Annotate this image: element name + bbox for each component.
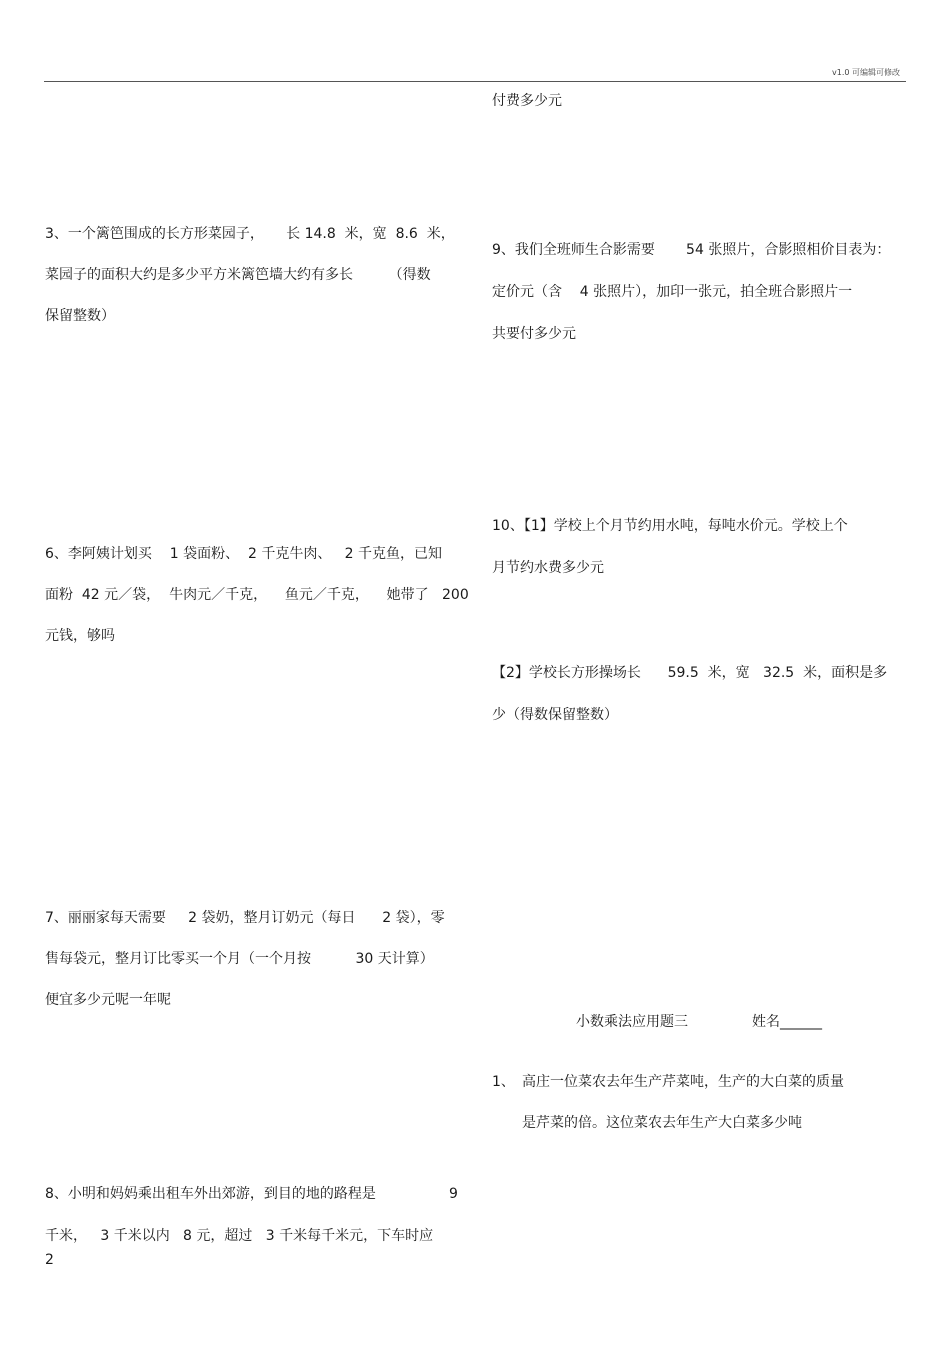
q8-line-2: 千米， 3 千米以内 8 元，超过 3 千米每千米元，下车时应: [45, 1228, 434, 1244]
q3-line-2: 菜园子的面积大约是多少平方米篱笆墙大约有多长 （得数: [45, 267, 431, 283]
page-number: 2: [45, 1252, 54, 1268]
q9-line-1: 9、我们全班师生合影需要 54 张照片，合影照相价目表为：: [492, 242, 891, 258]
version-header: v1.0 可编辑可修改: [832, 68, 900, 77]
name-field-label: 姓名______: [752, 1014, 822, 1030]
q3-line-1: 3、一个篱笆围成的长方形菜园子， 长 14.8 米，宽 8.6 米，: [45, 226, 455, 242]
q7-line-2: 售每袋元，整月订比零买一个月（一个月按 30 天计算）: [45, 951, 434, 967]
q7-line-3: 便宜多少元呢一年呢: [45, 992, 171, 1008]
q6-line-1: 6、李阿姨计划买 1 袋面粉、 2 千克牛肉、 2 千克鱼，已知: [45, 546, 443, 562]
q6-line-3: 元钱，够吗: [45, 628, 115, 644]
q6-line-2: 面粉 42 元／袋， 牛肉元／千克， 鱼元／千克， 她带了 200: [45, 587, 469, 603]
q8-continued: 付费多少元: [492, 93, 562, 109]
s1-number: 1、: [492, 1074, 515, 1090]
s1-line-2: 是芹菜的倍。这位菜农去年生产大白菜多少吨: [522, 1115, 802, 1131]
q8-line-1: 8、小明和妈妈乘出租车外出郊游，到目的地的路程是: [45, 1186, 376, 1202]
q9-line-2: 定价元（含 4 张照片），加印一张元，拍全班合影照片一: [492, 284, 853, 300]
section-title: 小数乘法应用题三: [576, 1014, 688, 1030]
q7-line-1: 7、丽丽家每天需要 2 袋奶，整月订奶元（每日 2 袋），零: [45, 910, 445, 926]
q3-line-3: 保留整数）: [45, 308, 115, 324]
header-rule: [44, 81, 906, 82]
q10-1-line-1: 10、【1】学校上个月节约用水吨，每吨水价元。学校上个: [492, 518, 848, 534]
q10-2-line-2: 少（得数保留整数）: [492, 707, 618, 723]
q10-1-line-2: 月节约水费多少元: [492, 560, 604, 576]
q8-line-1-value: 9: [449, 1186, 458, 1202]
q10-2-line-1: 【2】学校长方形操场长 59.5 米，宽 32.5 米，面积是多: [492, 665, 888, 681]
q9-line-3: 共要付多少元: [492, 326, 576, 342]
s1-line-1: 高庄一位菜农去年生产芹菜吨，生产的大白菜的质量: [522, 1074, 844, 1090]
